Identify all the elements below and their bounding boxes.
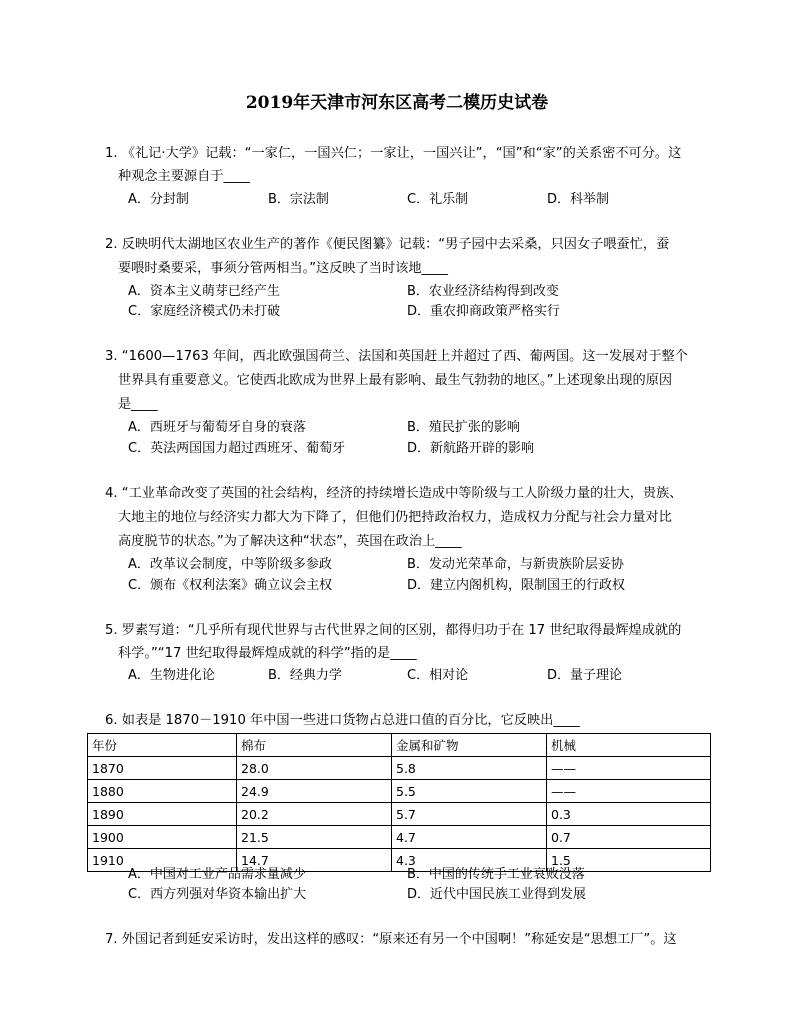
table-cell: 21.5 bbox=[237, 826, 392, 849]
question-4-line-2: 大地主的地位与经济实力都大为下降了，但他们仍把持政治权力，造成权力分配与社会力量对比 bbox=[118, 510, 672, 525]
table-cell: 14.7 bbox=[237, 849, 392, 872]
table-cell: 1870 bbox=[88, 757, 237, 780]
question-6-option-b: B．中国的传统手工业衰败没落 bbox=[407, 867, 585, 882]
question-5-option-b: B．经典力学 bbox=[268, 668, 342, 683]
question-3-option-c: C．英法两国国力超过西班牙、葡萄牙 bbox=[128, 441, 346, 456]
question-3-line-2: 世界具有重要意义。它使西北欧成为世界上最有影响、最生气勃勃的地区。”上述现象出现的原因 bbox=[118, 373, 673, 388]
question-3-option-b: B．殖民扩张的影响 bbox=[407, 420, 520, 435]
question-6-option-d: D．近代中国民族工业得到发展 bbox=[407, 887, 587, 902]
table-cell: 20.2 bbox=[237, 803, 392, 826]
question-5-option-a: A．生物进化论 bbox=[128, 668, 215, 683]
question-5-line-1: 5. 罗素写道：“几乎所有现代世界与古代世界之间的区别，都得归功于在 17 世纪取得最辉煌成就的 bbox=[105, 623, 682, 638]
table-cell: 1.5 bbox=[547, 849, 711, 872]
question-3-line-1: 3. “1600—1763 年间，西北欧强国荷兰、法国和英国赶上并超过了西、葡两国。这一发展对于整个 bbox=[105, 349, 688, 364]
table-cell: 4.3 bbox=[392, 849, 547, 872]
question-7-line-1: 7. 外国记者到延安采访时，发出这样的感叹：“原来还有另一个中国啊！”称延安是“思想工厂”。这 bbox=[105, 932, 677, 947]
question-2-option-b: B．农业经济结构得到改变 bbox=[407, 284, 559, 299]
question-3-line-3: 是____ bbox=[118, 397, 158, 412]
question-6-option-c: C．西方列强对华资本输出扩大 bbox=[128, 887, 307, 902]
page-title: 2019年天津市河东区高考二模历史试卷 bbox=[245, 93, 549, 113]
question-5-option-d: D．量子理论 bbox=[547, 668, 623, 683]
table-cell: 5.7 bbox=[392, 803, 547, 826]
question-1-option-d: D．科举制 bbox=[547, 192, 610, 207]
table-cell: 0.7 bbox=[547, 826, 711, 849]
table-header-cell: 金属和矿物 bbox=[392, 734, 547, 757]
table-row bbox=[88, 757, 711, 780]
table-header-cell: 机械 bbox=[547, 734, 711, 757]
table-cell: 4.7 bbox=[392, 826, 547, 849]
table-cell: 5.8 bbox=[392, 757, 547, 780]
question-3-option-a: A．西班牙与葡萄牙自身的衰落 bbox=[128, 420, 306, 435]
question-1-option-a: A．分封制 bbox=[128, 192, 189, 207]
table-cell: 24.9 bbox=[237, 780, 392, 803]
question-2-line-1: 2. 反映明代太湖地区农业生产的著作《便民图纂》记载：“男子园中去采桑，只因女子喂蚕忙，蚕 bbox=[105, 237, 670, 252]
table-row bbox=[88, 780, 711, 803]
question-1-line-2: 种观念主要源自于____ bbox=[118, 169, 250, 184]
question-6-line-1: 6. 如表是 1870－1910 年中国一些进口货物占总进口值的百分比，它反映出____ bbox=[105, 713, 580, 728]
question-2-option-c: C．家庭经济模式仍未打破 bbox=[128, 304, 281, 319]
question-2-option-a: A．资本主义萌芽已经产生 bbox=[128, 284, 280, 299]
table-row bbox=[88, 803, 711, 826]
question-4-option-c: C．颁布《权利法案》确立议会主权 bbox=[128, 578, 333, 593]
question-2-option-d: D．重农抑商政策严格实行 bbox=[407, 304, 561, 319]
question-4-option-b: B．发动光荣革命，与新贵族阶层妥协 bbox=[407, 557, 624, 572]
question-2-line-2: 要喂时桑要采，事须分管两相当。”这反映了当时该地____ bbox=[118, 261, 448, 276]
question-4-line-1: 4. “工业革命改变了英国的社会结构，经济的持续增长造成中等阶级与工人阶级力量的壮大，贵族、 bbox=[105, 486, 683, 501]
table-header-cell: 年份 bbox=[88, 734, 237, 757]
question-6-option-a: A．中国对工业产品需求量减少 bbox=[128, 867, 306, 882]
question-1-option-c: C．礼乐制 bbox=[407, 192, 469, 207]
question-4-line-3: 高度脱节的状态。”为了解决这种“状态”，英国在政治上____ bbox=[118, 534, 462, 549]
table-cell: 1890 bbox=[88, 803, 237, 826]
table-header-row bbox=[88, 734, 711, 757]
question-3-option-d: D．新航路开辟的影响 bbox=[407, 441, 535, 456]
question-5-line-2: 科学。”“17 世纪取得最辉煌成就的科学”指的是____ bbox=[118, 646, 417, 661]
table-cell: —— bbox=[547, 780, 711, 803]
table-cell: 1880 bbox=[88, 780, 237, 803]
table-cell: 1900 bbox=[88, 826, 237, 849]
table-cell: —— bbox=[547, 757, 711, 780]
question-1-line-1: 1. 《礼记·大学》记载：“一家仁，一国兴仁；一家让，一国兴让”，“国”和“家”的关系密不可分。这 bbox=[105, 146, 682, 161]
question-5-option-c: C．相对论 bbox=[407, 668, 469, 683]
question-4-option-a: A．改革议会制度，中等阶级多参政 bbox=[128, 557, 332, 572]
table-row bbox=[88, 826, 711, 849]
table-cell: 28.0 bbox=[237, 757, 392, 780]
question-4-option-d: D．建立内阁机构，限制国王的行政权 bbox=[407, 578, 626, 593]
table-cell: 5.5 bbox=[392, 780, 547, 803]
table-header-cell: 棉布 bbox=[237, 734, 392, 757]
table-cell: 1910 bbox=[88, 849, 237, 872]
import-table bbox=[87, 733, 711, 872]
table-cell: 0.3 bbox=[547, 803, 711, 826]
question-1-option-b: B．宗法制 bbox=[268, 192, 329, 207]
